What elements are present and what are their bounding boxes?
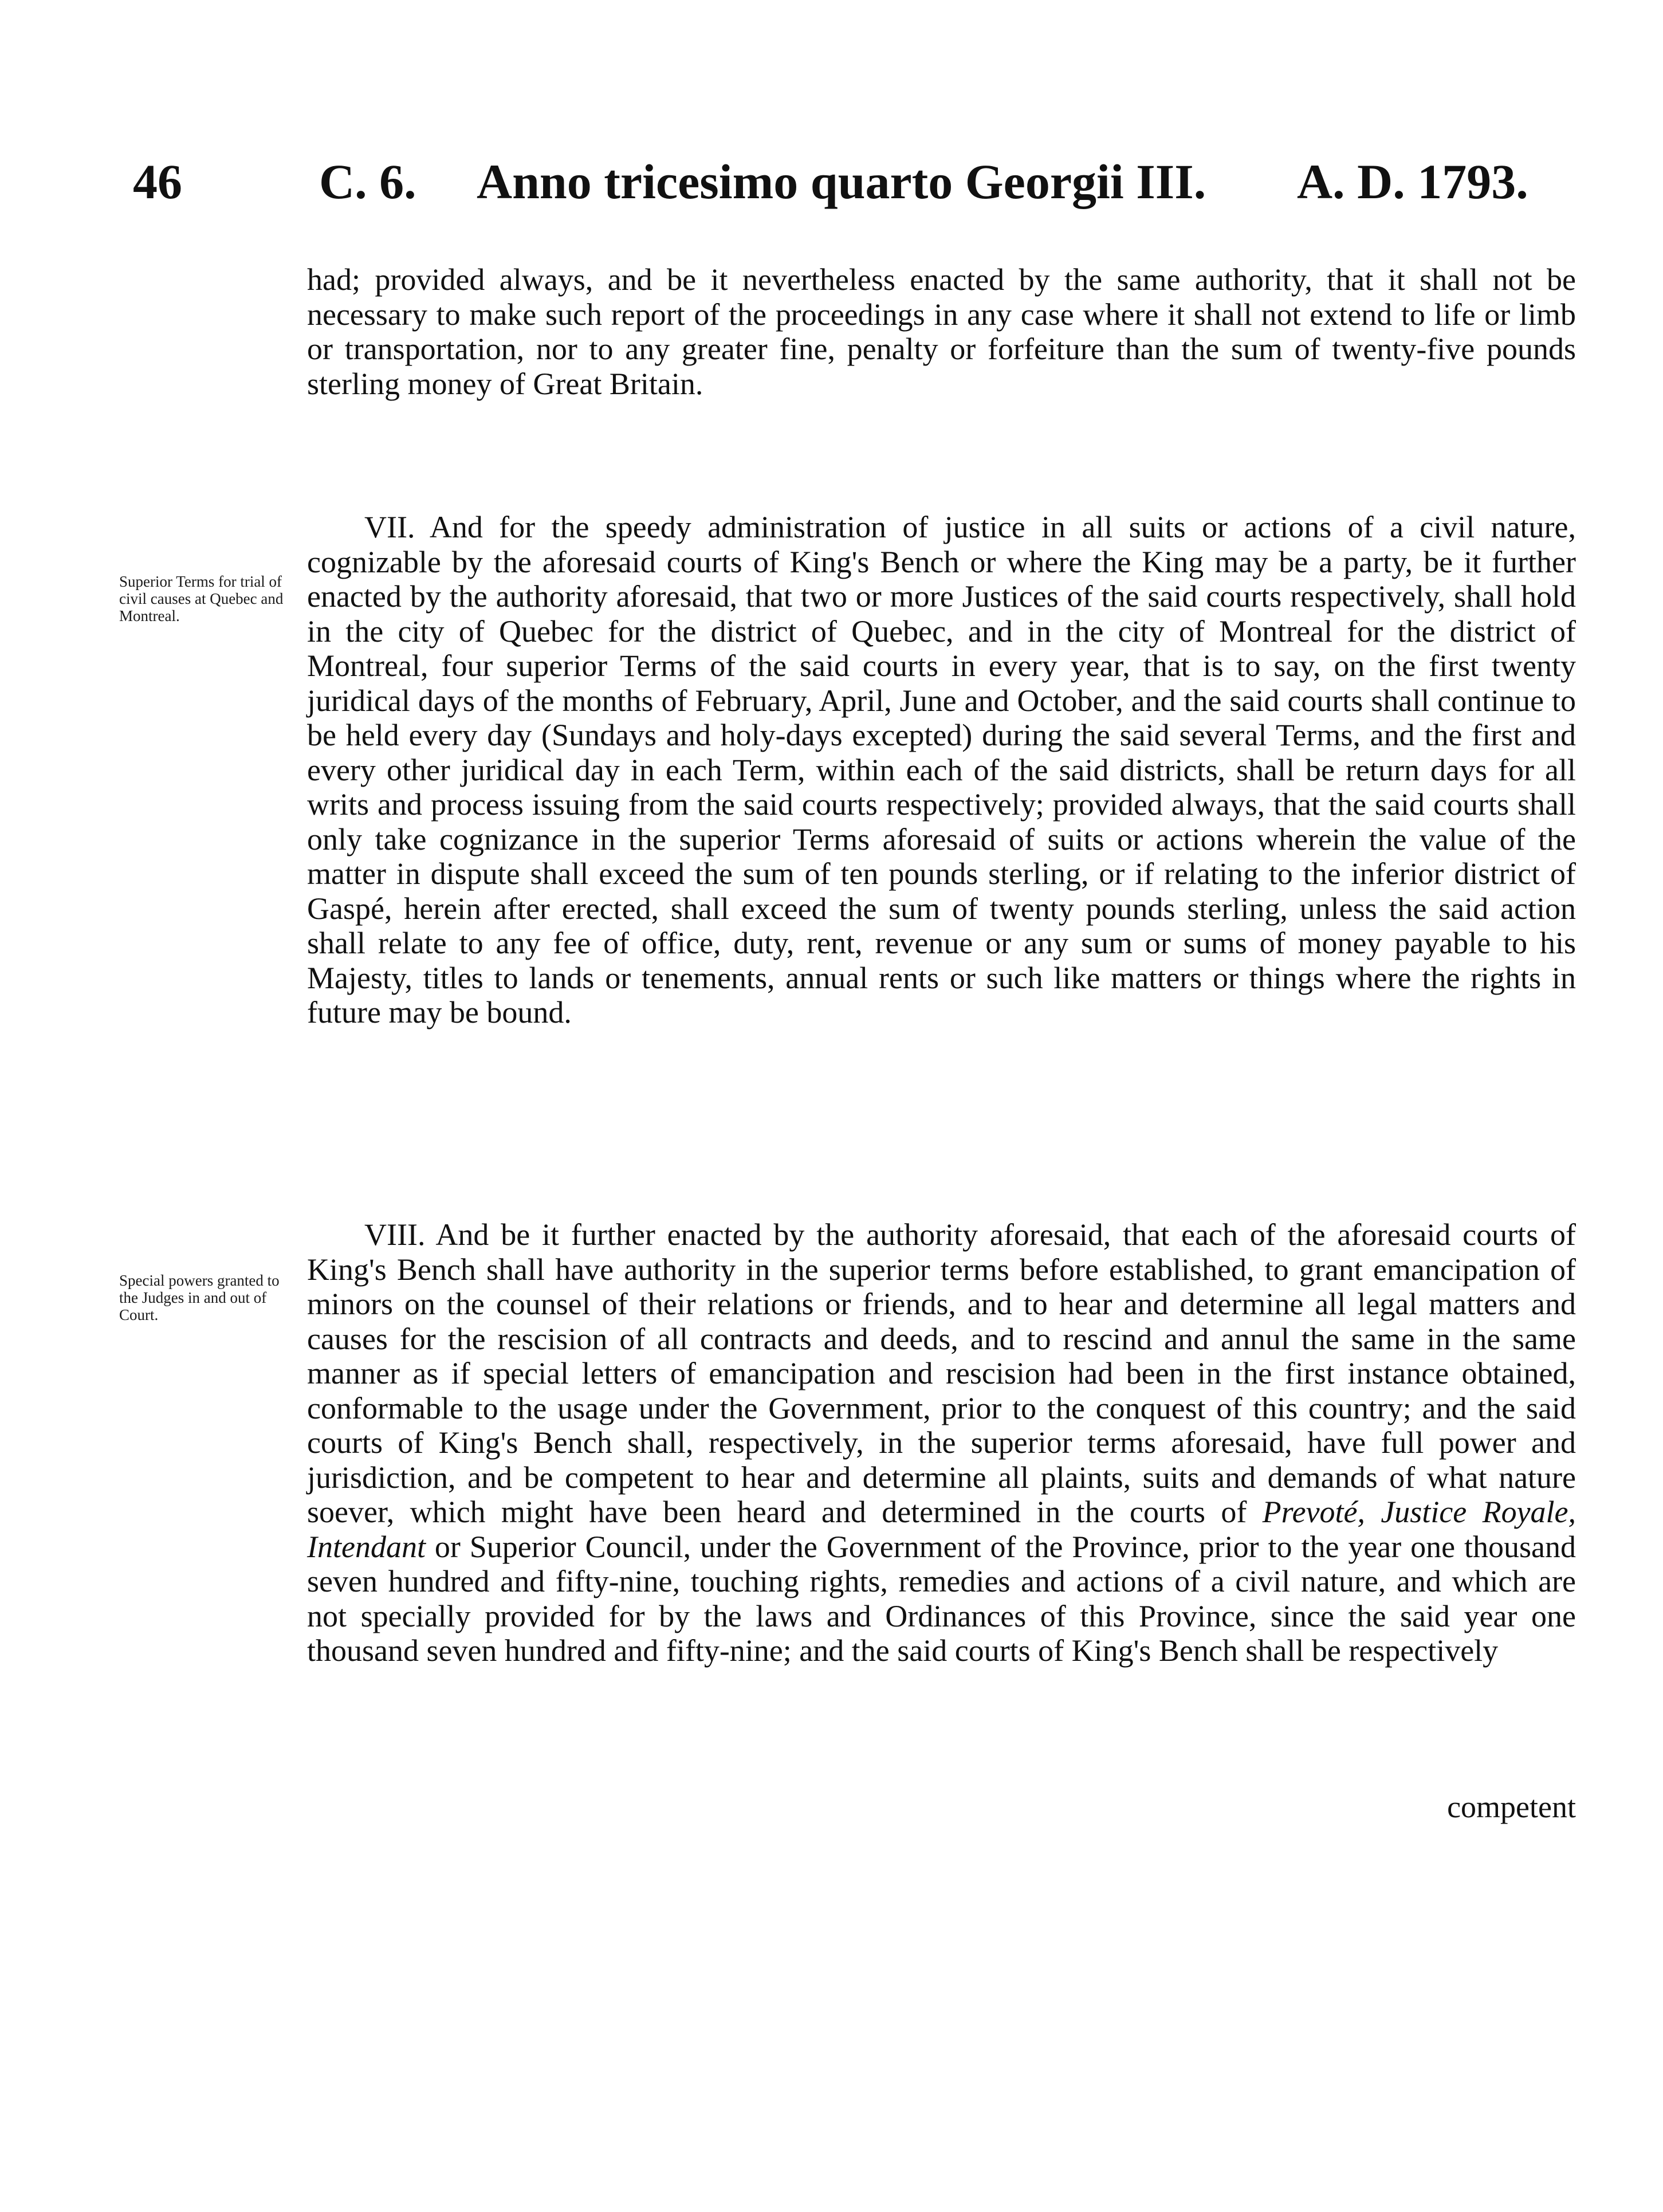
continuation-paragraph	[307, 262, 1576, 401]
section-viii-italic-courts: Prevoté, Justice Royale, Intendant	[307, 1495, 1576, 1564]
section-viii	[307, 1217, 1576, 1668]
section-vii-text: And for the speedy administration of justice in all suits or actions of a civil nature, cognizable by the aforesaid courts of King's Bench or where the King may be a party, be it further enacted by the authority aforesaid, that two or more Justices of the said courts respectively, shall hold in the city of Quebec for the district of Quebec, and in the city of Montreal for the district of Montreal, four superior Terms of the said courts in every year, that is to say, on the first twenty juridical days of the months of February, April, June and October, and the said courts shall continue to be held every day (Sundays and holy-days excepted) during the said several Terms, and the first and every other juridical day in each Term, within each of the said districts, shall be return days for all writs and process issuing from the said courts respectively; provided always, that the said courts shall only take cognizance in the superior Terms aforesaid of suits or actions wherein the value of the matter in dispute shall exceed the sum of ten pounds sterling, or if relating to the inferior district of Gaspé, herein after erected, shall exceed the sum of twenty pounds sterling, unless the said action shall relate to any fee of office, duty, rent, revenue or any sum or sums of money payable to his Majesty, titles to lands or tenements, annual rents or such like matters or things where the rights in future may be bound.	[307, 510, 1576, 1030]
regnal-title: Anno tricesimo quarto Georgii III.	[477, 154, 1206, 209]
sidenote-special-powers: Special powers granted to the Judges in and out of Court.	[119, 1272, 280, 1323]
sidenote-superior-terms: Superior Terms for trial of civil causes at Quebec and Montreal.	[119, 573, 284, 624]
page-number: 46	[133, 154, 182, 209]
year: A. D. 1793.	[1297, 154, 1528, 209]
section-viii-text-a: And be it further enacted by the authority aforesaid, that each of the aforesaid courts of King's Bench shall have authority in the superior terms before established, to grant emancipation of minors on the counsel of their relations or friends, and to hear and determine all legal matters and causes for the rescision of all contracts and deeds, and to rescind and annul the same in the same manner as if special letters of emancipation and rescision had been in the first instance obtained, conformable to the usage under the Government, prior to the conquest of this country; and the said courts of King's Bench shall, respectively, in the superior terms aforesaid, have full power and jurisdiction, and be competent to hear and determine all plaints, suits and demands of what nature soever, which might have been heard and determined in the courts of	[307, 1217, 1576, 1529]
section-vii	[307, 510, 1576, 1030]
chapter-number: C. 6.	[319, 154, 416, 209]
section-viii-paragraph	[307, 1217, 1576, 1668]
continuation-text: had; provided always, and be it nevertheless enacted by the same authority, that it shall not be necessary to make such report of the proceedings in any case where it shall not extend to life or limb or transportation, nor to any greater fine, penalty or forfeiture than the sum of twenty-five pounds sterling money of Great Britain.	[307, 262, 1576, 401]
catchword: competent	[1447, 1790, 1576, 1824]
section-vii-paragraph	[307, 510, 1576, 1030]
running-header	[133, 150, 1576, 213]
section-viii-number: VIII.	[364, 1217, 426, 1252]
section-viii-text-b: or Superior Council, under the Government of the Province, prior to the year one thousand seven hundred and fifty-nine, touching rights, remedies and actions of a civil nature, and which are not specially provided for by the laws and Ordinances of this Province, since the said year one thousand seven hundred and fifty-nine; and the said courts of King's Bench shall be respectively	[307, 1529, 1576, 1668]
section-vii-number: VII.	[364, 510, 415, 544]
